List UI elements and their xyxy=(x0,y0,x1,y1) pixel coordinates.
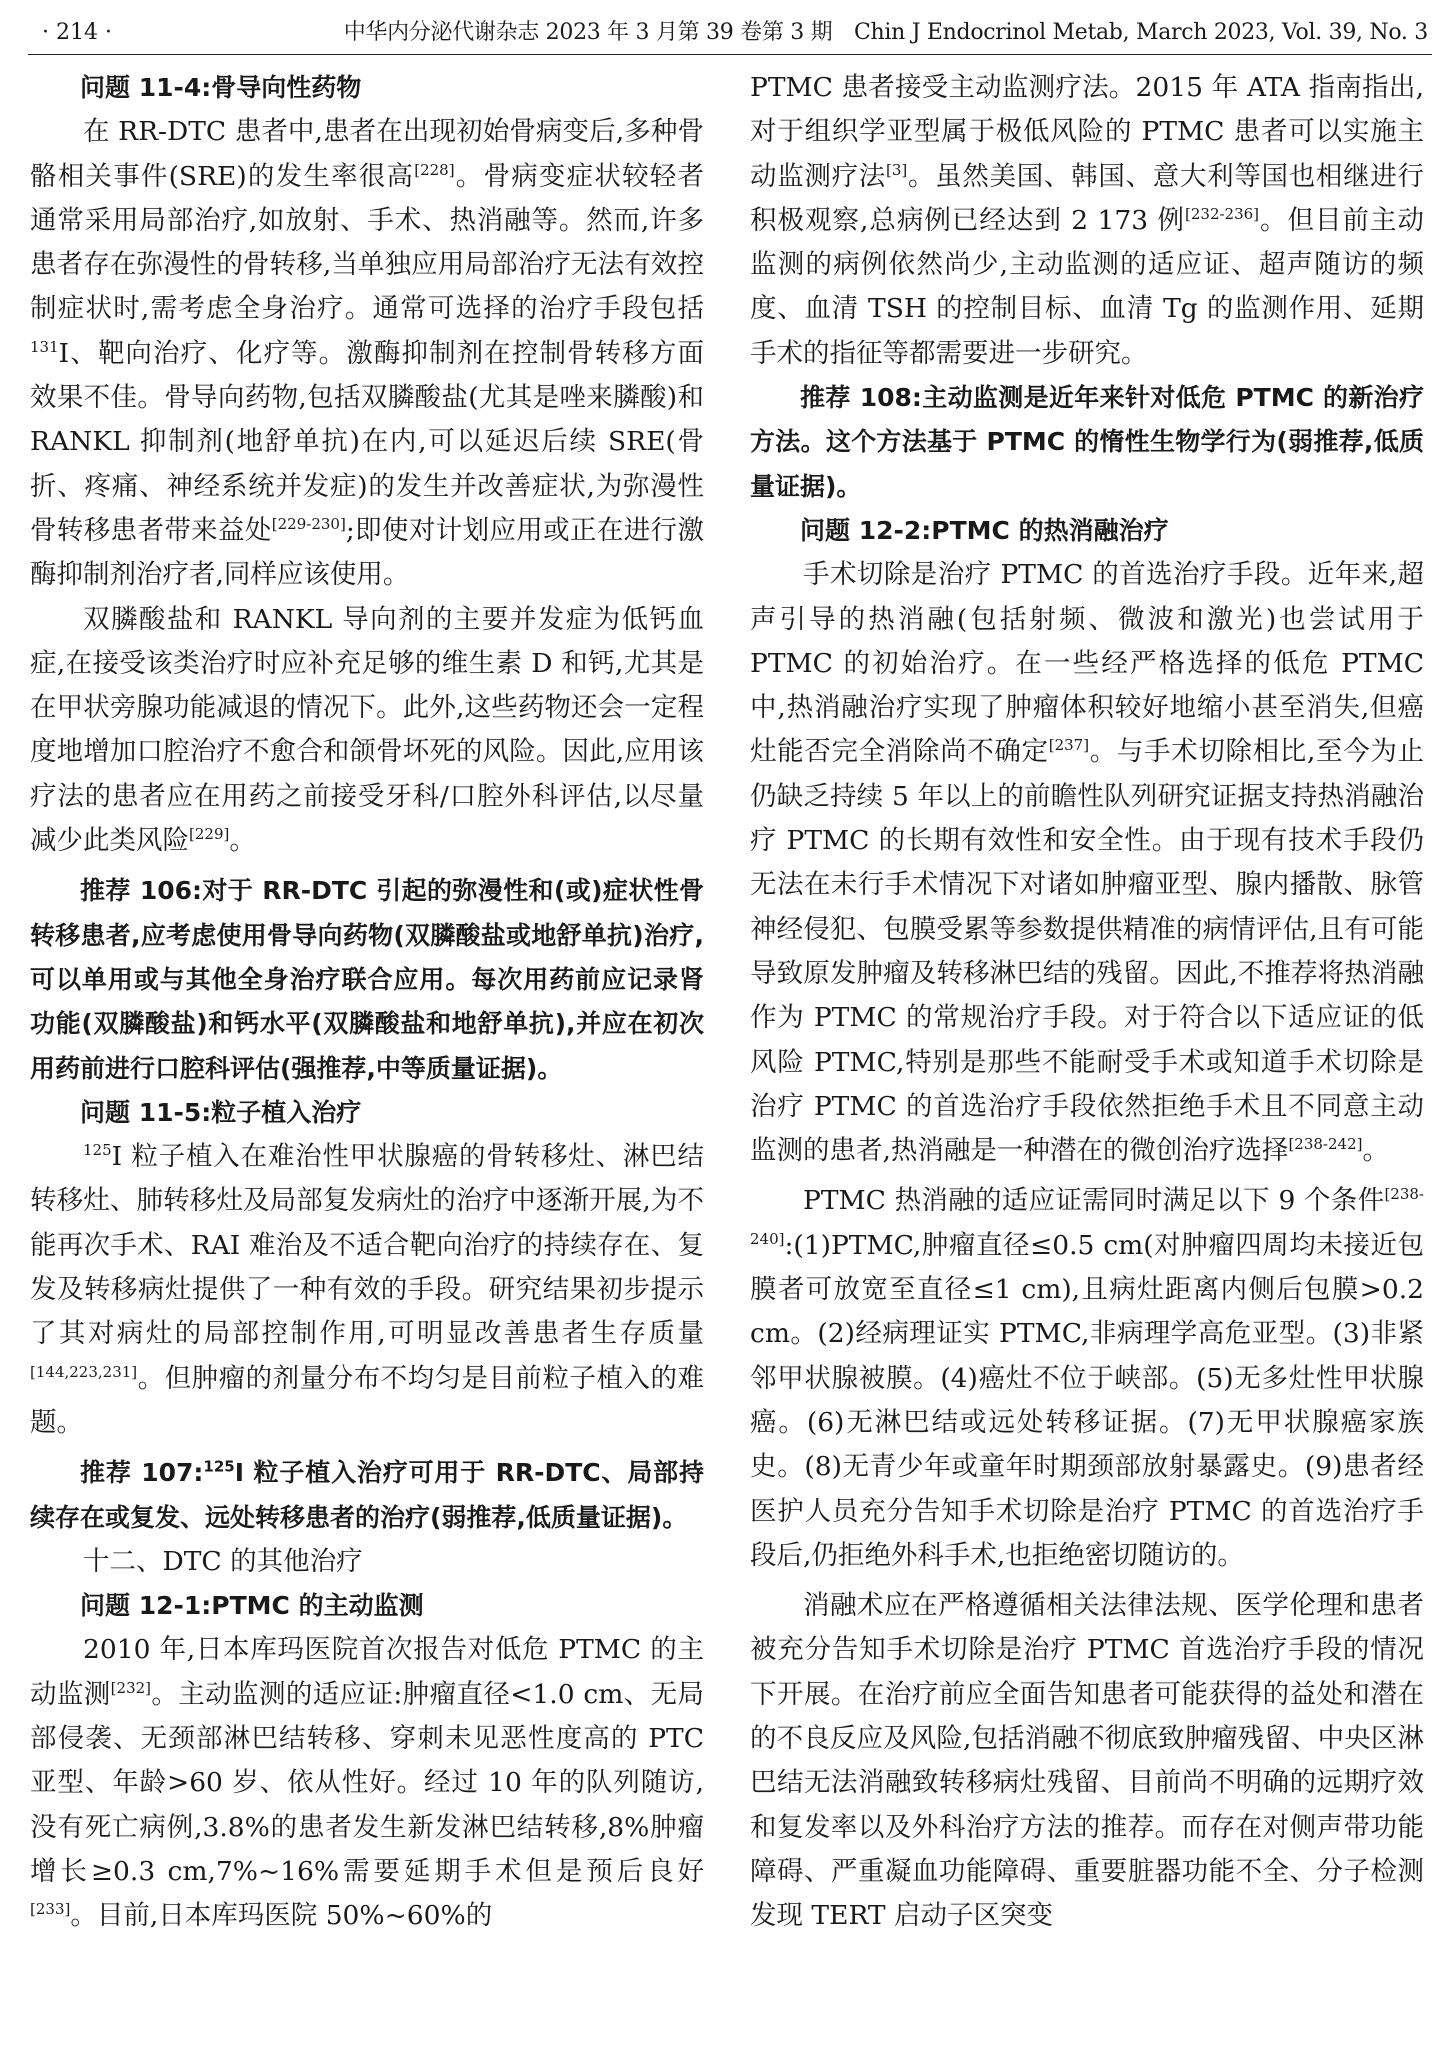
right-column xyxy=(750,66,1424,1938)
question-12-1-heading: 问题 12-1:PTMC 的主动监测 xyxy=(80,1591,424,1621)
citation-ref: [229] xyxy=(189,825,230,844)
citation-ref: [229-230] xyxy=(271,515,346,534)
paragraph-continued: PTMC 患者接受主动监测疗法。2015 年 ATA 指南指出,对于组织学亚型属于极低风险的 PTMC 患者可以实施主动监测疗法[3]。虽然美国、韩国、意大利等国也相继进行积极观察,总病例已经达到 2 173 例[232-236]。但目前主动监测的病例依然尚少,主动监测的适应证、超声随访的频度、血清 TSH 的控制目标、血清 Tg 的监测作用、延期手术的指征等都需要进一步研究。 xyxy=(750,72,1425,369)
paragraph: $^{125}$I 粒子植入在难治性甲状腺癌的骨转移灶、淋巴结转移灶、肺转移灶及局部复发病灶的治疗中逐渐开展,为不能再次手术、RAI 难治及不适合靶向治疗的持续存在、复发及转移病灶提供了一种有效的手段。研究结果初步提示了其对病灶的局部控制作用,可明显改善患者生存质量[144,223,231]。但肿瘤的剂量分布不均匀是目前粒子植入的难题。 xyxy=(30,1141,704,1438)
paragraph: 双膦酸盐和 RANKL 导向剂的主要并发症为低钙血症,在接受该类治疗时应补充足够的维生素 D 和钙,尤其是在甲状旁腺功能减退的情况下。此外,这些药物还会一定程度地增加口腔治疗不愈合和颌骨坏死的风险。因此,应用该疗法的患者应在用药之前接受牙科/口腔外科评估,以尽量减少此类风险[229]。 xyxy=(30,603,704,857)
question-12-2-heading: 问题 12-2:PTMC 的热消融治疗 xyxy=(800,515,1169,545)
paragraph: 在 RR-DTC 患者中,患者在出现初始骨病变后,多种骨骼相关事件(SRE)的发生率很高[228]。骨病变症状较轻者通常采用局部治疗,如放射、手术、热消融等。然而,许多患者存在弥漫性的骨转移,当单独应用局部治疗无法有效控制症状时,需考虑全身治疗。通常可选择的治疗手段包括$^{131}$I、靶向治疗、化疗等。激酶抑制剂在控制骨转移方面效果不佳。骨导向药物,包括双膦酸盐(尤其是唑来膦酸)和 RANKL 抑制剂(地舒单抗)在内,可以延迟后续 SRE(骨折、疼痛、神经系统并发症)的发生并改善症状,为弥漫性骨转移患者带来益处[229-230];即使对计划应用或正在进行激酶抑制剂治疗者,同样应该使用。 xyxy=(30,116,704,591)
isotope-superscript: 131 xyxy=(30,337,59,356)
isotope-superscript: 125 xyxy=(203,1457,235,1476)
paragraph: 手术切除是治疗 PTMC 的首选治疗手段。近年来,超声引导的热消融(包括射频、微波和激光)也尝试用于 PTMC 的初始治疗。在一些经严格选择的低危 PTMC 中,热消融治疗实现了肿瘤体积较好地缩小甚至消失,但癌灶能否完全消除尚不确定[237]。与手术切除相比,至今为止仍缺乏持续 5 年以上的前瞻性队列研究证据支持热消融治疗 PTMC 的长期有效性和安全性。由于现有技术手段仍无法在未行手术情况下对诸如肿瘤亚型、腺内播散、脉管神经侵犯、包膜受累等参数提供精准的病情评估,且有可能导致原发肿瘤及转移淋巴结的残留。因此,不推荐将热消融作为 PTMC 的常规治疗手段。对于符合以下适应证的低风险 PTMC,特别是那些不能耐受手术或知道手术切除是治疗 PTMC 的首选治疗手段依然拒绝手术且不同意主动监测的患者,热消融是一种潜在的微创治疗选择[238-242]。 xyxy=(750,559,1425,1167)
isotope-superscript: 125 xyxy=(83,1141,112,1160)
page-number: · 214 · xyxy=(42,20,112,45)
paragraph: 2010 年,日本库玛医院首次报告对低危 PTMC 的主动监测[232]。主动监测的适应证:肿瘤直径<1.0 cm、无局部侵袭、无颈部淋巴结转移、穿刺未见恶性度高的 PTC 亚型、年龄>60 岁、依从性好。经过 10 年的队列随访,没有死亡病例,3.8%的患者发生新发淋巴结转移,8%肿瘤增长≥0.3 cm,7%~16%需要延期手术但是预后良好[233]。目前,日本库玛医院 50%~60%的 xyxy=(30,1634,705,1932)
citation-ref: [238-242] xyxy=(1288,1135,1363,1154)
recommendation-106: 推荐 106:对于 RR-DTC 引起的弥漫性和(或)症状性骨转移患者,应考虑使用骨导向药物(双膦酸盐或地舒单抗)治疗,可以单用或与其他全身治疗联合应用。每次用药前应记录肾功能(双膦酸盐)和钙水平(双膦酸盐和地舒单抗),并应在初次用药前进行口腔科评估(强推荐,中等质量证据)。 xyxy=(30,876,704,1083)
recommendation-107: 推荐 107:$^{125}$I 粒子植入治疗可用于 RR-DTC、局部持续存在或复发、远处转移患者的治疗(弱推荐,低质量证据)。 xyxy=(30,1457,704,1532)
citation-ref: [232] xyxy=(110,1678,152,1697)
citation-ref: [144,223,231] xyxy=(30,1362,138,1381)
left-column xyxy=(30,66,704,1938)
question-11-4-heading: 问题 11-4:骨导向性药物 xyxy=(80,73,362,102)
paragraph: PTMC 热消融的适应证需同时满足以下 9 个条件[238-240]:(1)PTMC,肿瘤直径≤0.5 cm(对肿瘤四周均未接近包膜者可放宽至直径≤1 cm),且病灶距离内侧后包膜>0.2 cm。(2)经病理证实 PTMC,非病理学高危亚型。(3)非紧邻甲状腺被膜。(4)癌灶不位于峡部。(5)无多灶性甲状腺癌。(6)无淋巴结或远处转移证据。(7)无甲状腺癌家族史。(8)无青少年或童年时期颈部放射暴露史。(9)患者经医护人员充分告知手术切除是治疗 PTMC 的首选治疗手段后,仍拒绝外科手术,也拒绝密切随访的。 xyxy=(750,1185,1424,1571)
citation-ref: [3] xyxy=(886,160,908,179)
citation-ref: [232-236] xyxy=(1185,205,1260,224)
citation-ref: [228] xyxy=(414,160,455,179)
section-heading-12: 十二、DTC 的其他治疗 xyxy=(83,1545,363,1577)
citation-ref: [238-240] xyxy=(750,1185,1424,1248)
recommendation-108: 推荐 108:主动监测是近年来针对低危 PTMC 的新治疗方法。这个方法基于 PTMC 的惰性生物学行为(弱推荐,低质量证据)。 xyxy=(750,383,1424,501)
citation-ref: [237] xyxy=(1048,736,1090,755)
paragraph: 消融术应在严格遵循相关法律法规、医学伦理和患者被充分告知手术切除是治疗 PTMC 首选治疗手段的情况下开展。在治疗前应全面告知患者可能获得的益处和潜在的不良反应及风险,包括消融不彻底致肿瘤残留、中央区淋巴结无法消融致转移病灶残留、目前尚不明确的远期疗效和复发率以及外科治疗方法的推荐。而存在对侧声带功能障碍、严重凝血功能障碍、重要脏器功能不全、分子检测发现 TERT 启动子区突变 xyxy=(750,1590,1424,1932)
running-header xyxy=(28,14,1432,55)
question-11-5-heading: 问题 11-5:粒子植入治疗 xyxy=(80,1097,362,1127)
journal-citation: 中华内分泌代谢杂志 2023 年 3 月第 39 卷第 3 期 Chin J Endocrinol Metab, March 2023, Vol. 39, No. 3 xyxy=(343,20,1428,45)
citation-ref: [233] xyxy=(30,1900,71,1919)
